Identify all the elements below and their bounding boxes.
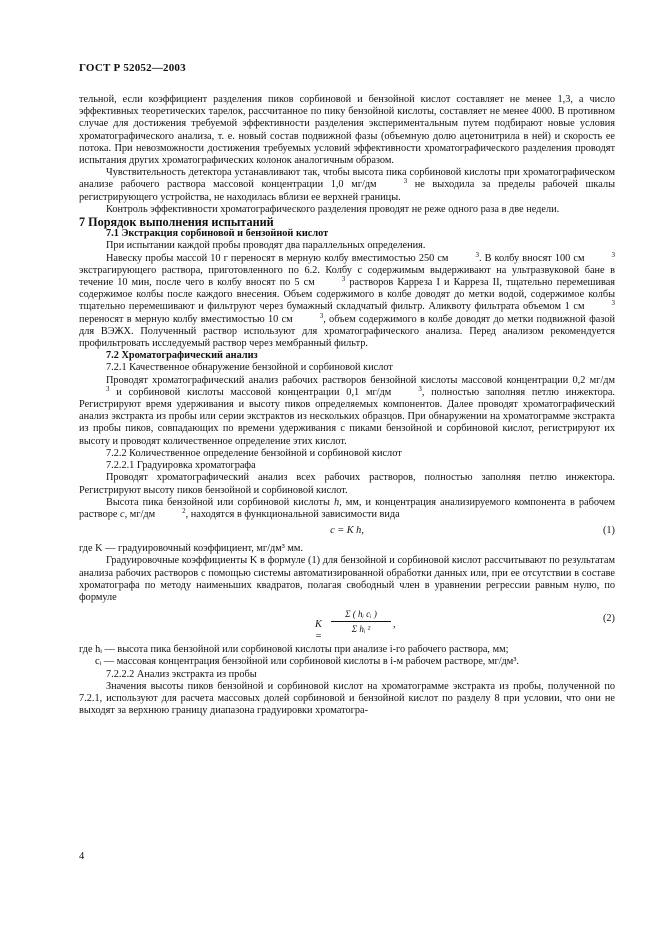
formula-comma: , — [393, 619, 396, 631]
formula-2 — [79, 604, 615, 644]
document-header: ГОСТ Р 52052—2003 — [79, 62, 186, 74]
paragraph: Значения высоты пиков бензойной и сорбиновой кислот на хроматограмме экстракта из пробы, полученной по 7.2.1, используют для расчета массовых долей сорбиновой и бензойной кислот по разделу 8 при условии, что они не выходят за верхнюю границу диапазона градуировки хроматогра- — [79, 680, 615, 717]
subsection-heading: 7.2 Хроматографический анализ — [106, 350, 258, 362]
fraction-denominator: Σ hᵢ ² — [351, 624, 371, 635]
fraction-numerator: Σ ( hᵢ cᵢ ) — [331, 608, 391, 622]
paragraph: Проводят хроматографический анализ рабочих растворов бензойной кислоты массовой концентрации 0,2 мг/дм3 и сорбиновой кислоты массовой концентрации 0,1 мг/дм 3, полностью заполняя петлю инжектора. Регистрируют время удерживания и высоту пиков определяемых компонентов. Далее проводят хроматографический анализ экстракта из пробы или серии экстрактов из нескольких образцов. При обнаружении на хроматограмме экстракта из пробы пиков, совпадающих по времени удерживания с пиками бензойной и сорбиновой кислот, регистрируют их высоту и проводят количественное определение этих кислот. — [79, 374, 616, 447]
paragraph: тельной, если коэффициент разделения пиков сорбиновой и бензойной кислот составляет не менее 1,3, а число эффективных теоретических тарелок, рассчитанное по пику бензойной кислоты, составляет не менее 4000. В противном случае для достижения требуемой эффективности разделения экспериментальным путем подбирают новые условия хроматографического анализа, т. е. новый состав подвижной фазы (объемную долю ацетонитрила в ней) и скорость ее потока. При невозможности достижения требуемых условий эффективности хроматографического разделения проводят испытания других хроматографических колонок аналогичным образом. — [79, 94, 615, 167]
paragraph: Контроль эффективности хроматографического разделения проводят не реже одного раза в две недели. — [106, 203, 560, 215]
document-body — [79, 94, 615, 717]
where-line: cᵢ — массовая концентрация бензойной или сорбиновой кислоты в i-м рабочем растворе, мг/дм³. — [95, 656, 519, 668]
paragraph: Градуировочные коэффициенты K в формуле (1) для бензойной и сорбиновой кислот рассчитывают по результатам анализа рабочих растворов с помощью системы автоматизированной обработки данных или, при ее отсутствии в составе хроматографа по методу наименьших квадратов, полагая свободный член в уравнении регрессии равным нулю, по формуле — [79, 555, 615, 603]
subsection-heading: 7.1 Экстракция сорбиновой и бензойной кислот — [106, 228, 329, 240]
section-heading: 7 Порядок выполнения испытаний — [79, 215, 274, 230]
paragraph: Навеску пробы массой 10 г переносят в мерную колбу вместимостью 250 см 3. В колбу вносят 100 см 3 экстрагирующего раствора, приготовленного по 6.2. Колбу с содержимым выдерживают на ультразвуковой бане в течение 10 мин, после чего в колбу вносят по 5 см 3 растворов Карреза I и Карреза II, тщательно перемешивая содержимое колбы после каждого внесения. Объем содержимого в колбе доводят до метки водой, содержимое колбы тщательно перемешивают и фильтруют через бумажный складчатый фильтр. Аликвоту фильтрата объемом 1 см 3 переносят в мерную колбу вместимостью 10 см 3, объем содержимого в колбе доводят до метки подвижной фазой для ВЭЖХ. Полученный раствор используют для хроматографического анализа. Перед анализом рекомендуется профильтровать исследуемый раствор через мембранный фильтр. — [79, 250, 616, 350]
paragraph: Проводят хроматографический анализ всех рабочих растворов, полностью заполняя петлю инжектора. Регистрируют высоту пиков бензойной и сорбиновой кислот. — [79, 472, 615, 496]
where-clause: где K — градуировочный коэффициент, мг/дм³ мм. — [79, 543, 303, 555]
formula-1 — [79, 521, 615, 543]
formula-number: (2) — [602, 613, 615, 625]
formula-expression: c = K h, — [330, 525, 364, 537]
page-number: 4 — [79, 851, 85, 862]
paragraph: При испытании каждой пробы проводят два параллельных определения. — [106, 240, 426, 252]
formula-number: (1) — [602, 525, 615, 537]
subsection-heading: 7.2.2 Количественное определение бензойной и сорбиновой кислот — [106, 447, 402, 459]
where-line: где hᵢ — высота пика бензойной или сорбиновой кислоты при анализе i-го рабочего раствора, мм; — [79, 644, 509, 656]
subsection-heading: 7.2.1 Качественное обнаружение бензойной и сорбиновой кислот — [106, 362, 393, 374]
paragraph: Чувствительность детектора устанавливают так, чтобы высота пика сорбиновой кислоты при хроматографическом анализе рабочего раствора массовой концентрации 1,0 мг/дм 3 не выходила за пределы рабочей шкалы регистрирующего устройства, не находилась вблизи ее верхней границы. — [79, 167, 615, 203]
formula-lhs: K = — [315, 619, 322, 643]
paragraph: Высота пика бензойной или сорбиновой кислоты h, мм, и концентрация анализируемого компонента в рабочем растворе c, мг/дм 2, находятся в функциональной зависимости вида — [79, 496, 615, 520]
subsection-heading: 7.2.2.2 Анализ экстракта из пробы — [106, 668, 257, 680]
where-clause — [79, 644, 615, 668]
subsection-heading: 7.2.2.1 Градуировка хроматографа — [106, 460, 256, 472]
